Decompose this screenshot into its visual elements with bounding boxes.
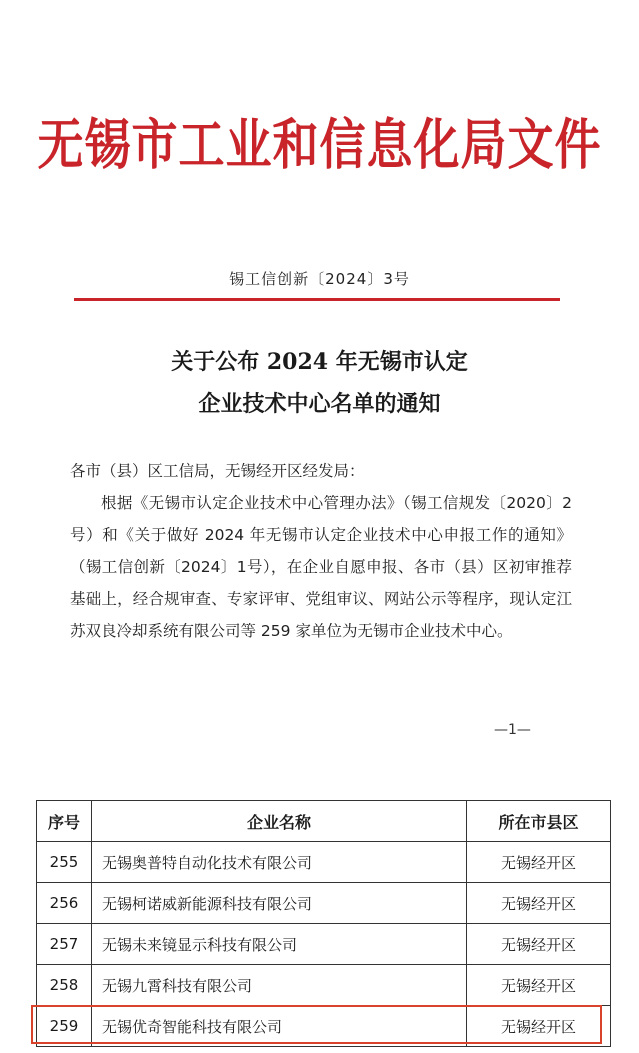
table-header-row <box>37 801 611 842</box>
row-index: 255 <box>37 842 92 883</box>
row-district: 无锡经开区 <box>467 883 611 924</box>
table-row <box>37 965 611 1006</box>
table-row <box>37 924 611 965</box>
header-company-name: 企业名称 <box>92 801 467 842</box>
document-number: 锡工信创新〔2024〕3号 <box>229 270 410 288</box>
row-index: 256 <box>37 883 92 924</box>
table-row <box>37 883 611 924</box>
notice-title-line-1: 关于公布 2024 年无锡市认定 <box>171 349 468 375</box>
table-row <box>37 842 611 883</box>
header-index: 序号 <box>37 801 92 842</box>
row-company-name: 无锡优奇智能科技有限公司 <box>92 1006 467 1047</box>
row-index: 257 <box>37 924 92 965</box>
document-header-title: 无锡市工业和信息化局文件 <box>37 112 602 177</box>
header-district: 所在市县区 <box>467 801 611 842</box>
salutation: 各市（县）区工信局，无锡经开区经发局： <box>70 462 365 480</box>
row-index: 258 <box>37 965 92 1006</box>
notice-title-line-2: 企业技术中心名单的通知 <box>198 391 441 417</box>
enterprise-table <box>36 800 611 1047</box>
page-number: —1— <box>494 722 531 738</box>
row-company-name: 无锡奥普特自动化技术有限公司 <box>92 842 467 883</box>
row-district: 无锡经开区 <box>467 1006 611 1047</box>
row-district: 无锡经开区 <box>467 924 611 965</box>
row-company-name: 无锡柯诺威新能源科技有限公司 <box>92 883 467 924</box>
row-district: 无锡经开区 <box>467 965 611 1006</box>
row-company-name: 无锡未来镜显示科技有限公司 <box>92 924 467 965</box>
body-paragraph: 根据《无锡市认定企业技术中心管理办法》（锡工信规发〔2020〕2号）和《关于做好 2024 年无锡市认定企业技术中心申报工作的通知》（锡工信创新〔2024〕1号），在企业自愿申报、各市（县）区初审推荐基础上，经合规审查、专家评审、党组审议、网站公示等程序，现认定江苏双良冷却系统有限公司等 259 家单位为无锡市企业技术中心。 <box>70 494 572 640</box>
table-row <box>37 1006 611 1047</box>
row-company-name: 无锡九霄科技有限公司 <box>92 965 467 1006</box>
header-divider <box>74 298 560 301</box>
row-district: 无锡经开区 <box>467 842 611 883</box>
row-index: 259 <box>37 1006 92 1047</box>
